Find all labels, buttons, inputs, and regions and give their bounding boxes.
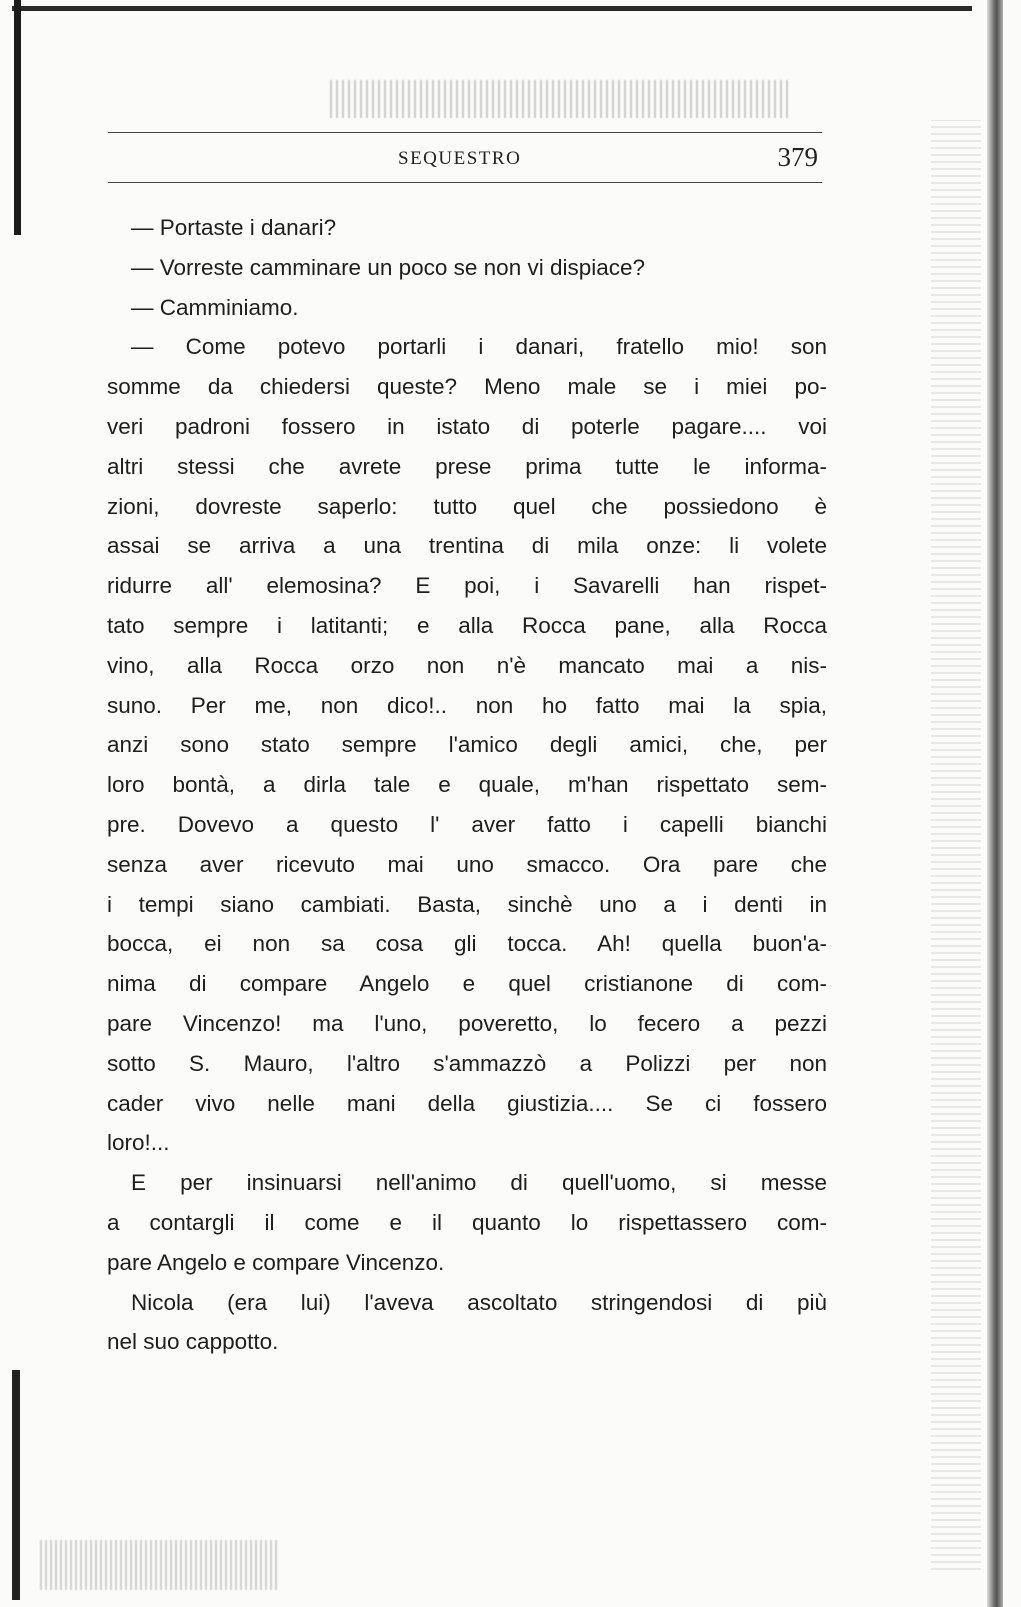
header-rule-top (108, 132, 822, 133)
text-line: sotto S. Mauro, l'altro s'ammazzò a Polizzi per non (107, 1050, 827, 1076)
text-line: loro bontà, a dirla tale e quale, m'han rispettato sem- (107, 772, 827, 798)
text-line: E per insinuarsi nell'animo di quell'uomo, si messe (131, 1170, 827, 1196)
text-line: nel suo cappotto. (107, 1329, 279, 1355)
header-rule-bottom (108, 182, 822, 183)
dialogue-line: — Camminiamo. (131, 294, 299, 320)
text-line: a contargli il come e il quanto lo rispettassero com- (107, 1209, 827, 1235)
text-line: zioni, dovreste saperlo: tutto quel che possiedono è (107, 493, 827, 519)
scan-left-edge (14, 0, 21, 235)
text-line: altri stessi che avrete prese prima tutte le informa- (107, 453, 827, 479)
scan-right-edge (987, 0, 1003, 1607)
running-title: SEQUESTRO (398, 148, 522, 169)
text-line: nima di compare Angelo e quel cristianone di com- (107, 971, 827, 997)
text-line: vino, alla Rocca orzo non n'è mancato mai a nis- (107, 652, 827, 678)
dialogue-line: — Vorreste camminare un poco se non vi dispiace? (131, 254, 646, 280)
running-head (108, 142, 822, 178)
text-line: ridurre all' elemosina? E poi, i Savarelli han rispet- (107, 573, 827, 599)
scan-top-edge (12, 6, 972, 11)
text-line: i tempi siano cambiati. Basta, sinchè uno a i denti in (107, 891, 827, 917)
page-number: 379 (777, 142, 818, 172)
speech-paragraph (107, 327, 827, 1163)
scan-noise-bottom (40, 1540, 280, 1590)
text-line: Nicola (era lui) l'aveva ascoltato stringendosi di più (131, 1289, 827, 1315)
text-line: bocca, ei non sa cosa gli tocca. Ah! quella buon'a- (107, 931, 827, 957)
scan-left-edge-bottom (12, 1370, 20, 1600)
narration-paragraph (107, 1163, 827, 1282)
text-line: pre. Dovevo a questo l' aver fatto i capelli bianchi (107, 811, 827, 837)
text-line: — Come potevo portarli i danari, fratello mio! son (131, 334, 827, 360)
scan-noise-top (330, 80, 790, 118)
body-text (107, 208, 827, 1362)
dialogue-line: — Portaste i danari? (131, 215, 337, 240)
text-line: senza aver ricevuto mai uno smacco. Ora pare che (107, 851, 827, 877)
text-line: tato sempre i latitanti; e alla Rocca pane, alla Rocca (107, 612, 827, 638)
text-line: veri padroni fossero in istato di poterle pagare.... voi (107, 413, 827, 439)
text-line: suno. Per me, non dico!.. non ho fatto mai la spia, (107, 692, 827, 718)
text-line: loro!... (107, 1130, 170, 1156)
closing-paragraph (107, 1283, 827, 1363)
text-line: cader vivo nelle mani della giustizia.... Se ci fossero (107, 1090, 827, 1116)
text-line: assai se arriva a una trentina di mila onze: li volete (107, 533, 827, 559)
scan-noise-right (931, 120, 981, 1570)
text-line: somme da chiedersi queste? Meno male se i miei po- (107, 374, 827, 400)
text-line: pare Angelo e compare Vincenzo. (107, 1249, 445, 1275)
text-line: anzi sono stato sempre l'amico degli amici, che, per (107, 732, 827, 758)
text-line: pare Vincenzo! ma l'uno, poveretto, lo fecero a pezzi (107, 1010, 827, 1036)
